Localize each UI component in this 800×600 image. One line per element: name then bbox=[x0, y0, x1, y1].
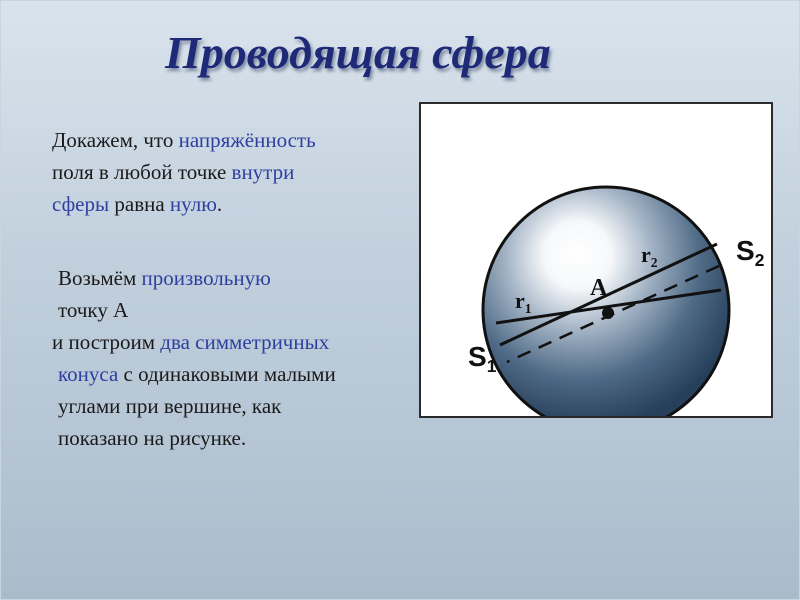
r1-subscript: 1 bbox=[524, 300, 532, 316]
highlight-term: два симметричных bbox=[160, 330, 330, 354]
text-segment: точку А bbox=[58, 298, 129, 322]
s1-subscript: 1 bbox=[486, 356, 497, 377]
slide-title: Проводящая сфера bbox=[165, 27, 551, 78]
highlight-term: конуса bbox=[58, 362, 119, 386]
highlight-term: нулю bbox=[169, 192, 217, 216]
paragraph1-line1 bbox=[52, 124, 402, 156]
paragraph2-line5: углами при вершине, как bbox=[58, 394, 282, 418]
highlight-term: сферы bbox=[52, 192, 110, 216]
s2-base: S bbox=[736, 235, 755, 266]
s2-label bbox=[736, 235, 765, 271]
highlight-term: внутри bbox=[231, 160, 295, 184]
s1-base: S bbox=[468, 341, 487, 372]
r2-subscript: 2 bbox=[650, 254, 658, 270]
point-a-dot bbox=[602, 307, 614, 319]
text-segment: Возьмём bbox=[58, 266, 142, 290]
paragraph-proof-statement bbox=[52, 124, 402, 220]
paragraph-construction bbox=[52, 262, 422, 454]
text-segment: равна bbox=[109, 192, 170, 216]
r2-base: r bbox=[641, 242, 651, 267]
text-segment: Докажем, что bbox=[52, 128, 179, 152]
text-segment: и построим bbox=[52, 330, 161, 354]
paragraph1-line2 bbox=[52, 156, 402, 188]
s2-subscript: 2 bbox=[754, 250, 765, 271]
highlight-term: напряжённость bbox=[178, 128, 316, 152]
r2-label bbox=[641, 242, 658, 270]
text-segment: с одинаковыми малыми bbox=[118, 362, 336, 386]
highlight-term: произвольную bbox=[141, 266, 271, 290]
point-a-label: А bbox=[590, 275, 608, 301]
paragraph2-line6: показано на рисунке. bbox=[58, 426, 247, 450]
r1-base: r bbox=[515, 288, 525, 313]
paragraph2-line3 bbox=[52, 326, 422, 358]
paragraph2-line1 bbox=[52, 262, 422, 294]
paragraph1-line3 bbox=[52, 188, 402, 220]
text-segment: поля в любой точке bbox=[52, 160, 232, 184]
paragraph2-line4 bbox=[52, 358, 422, 390]
text-segment: . bbox=[216, 192, 223, 216]
r1-label bbox=[515, 288, 532, 316]
paragraph2-line2 bbox=[52, 294, 422, 326]
s1-label bbox=[468, 341, 497, 377]
